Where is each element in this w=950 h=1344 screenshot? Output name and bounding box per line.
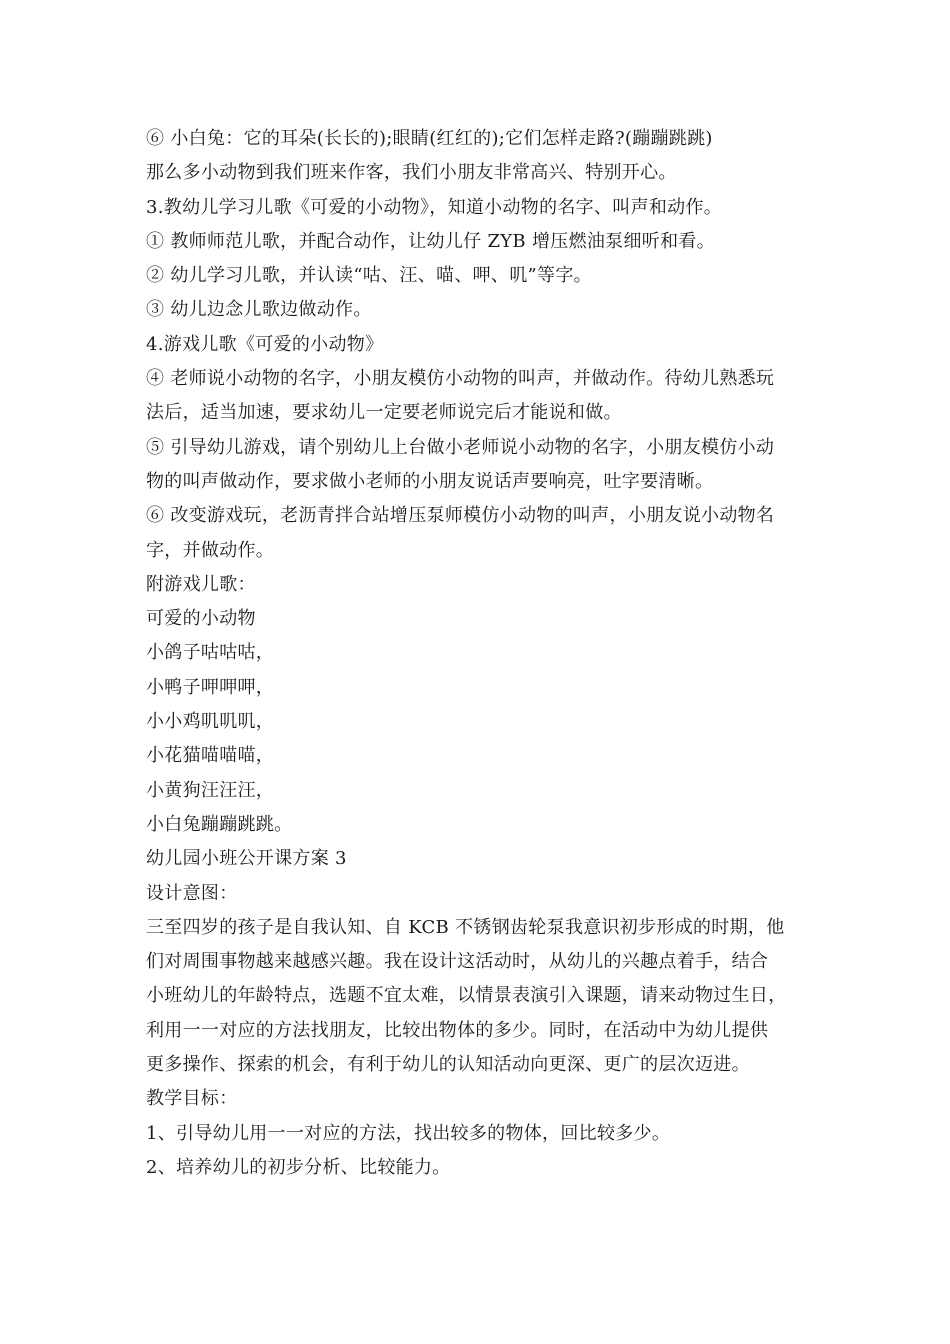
text-line: 三至四岁的孩子是自我认知、自 KCB 不锈钢齿轮泵我意识初步形成的时期，他 bbox=[146, 916, 785, 938]
text-line: 附游戏儿歌： bbox=[146, 573, 256, 595]
subsection-heading: 设计意图： bbox=[146, 882, 238, 904]
poem-line: 小花猫喵喵喵， bbox=[146, 745, 275, 767]
subsection-heading: 教学目标： bbox=[146, 1088, 238, 1110]
text-line: 小班幼儿的年龄特点，选题不宜太难，以情景表演引入课题，请来动物过生日， bbox=[146, 985, 787, 1007]
text-line: 字，并做动作。 bbox=[146, 539, 275, 561]
text-line: 利用一一对应的方法找朋友，比较出物体的多少。同时，在活动中为幼儿提供 bbox=[146, 1019, 769, 1041]
document-body bbox=[146, 122, 818, 1185]
poem-line: 小白兔蹦蹦跳跳。 bbox=[146, 813, 293, 835]
poem-title: 可爱的小动物 bbox=[146, 608, 256, 630]
text-line: ⑤ 引导幼儿游戏，请个别幼儿上台做小老师说小动物的名字，小朋友模仿小动 bbox=[146, 436, 775, 458]
text-line: ③ 幼儿边念儿歌边做动作。 bbox=[146, 299, 372, 321]
text-line: 法后，适当加速，要求幼儿一定要老师说完后才能说和做。 bbox=[146, 402, 622, 424]
text-line: ④ 老师说小动物的名字，小朋友模仿小动物的叫声，并做动作。待幼儿熟悉玩 bbox=[146, 368, 775, 390]
section-title: 幼儿园小班公开课方案 3 bbox=[146, 848, 347, 870]
text-line: ① 教师师范儿歌，并配合动作，让幼儿仔 ZYB 增压燃油泵细听和看。 bbox=[146, 230, 715, 252]
poem-line: 小小鸡叽叽叽， bbox=[146, 711, 275, 733]
text-line: 那么多小动物到我们班来作客，我们小朋友非常高兴、特别开心。 bbox=[146, 162, 677, 184]
text-line: ⑥ 小白兔：它的耳朵(长长的);眼睛(红红的);它们怎样走路?(蹦蹦跳跳) bbox=[146, 128, 713, 149]
text-line: 物的叫声做动作，要求做小老师的小朋友说话声要响亮，吐字要清晰。 bbox=[146, 470, 714, 492]
poem-line: 小鸭子呷呷呷， bbox=[146, 676, 275, 698]
text-line: 2、培养幼儿的初步分析、比较能力。 bbox=[146, 1156, 451, 1178]
text-line: 更多操作、探索的机会，有利于幼儿的认知活动向更深、更广的层次迈进。 bbox=[146, 1054, 750, 1076]
poem-line: 小鸽子咕咕咕， bbox=[146, 642, 275, 664]
text-line: ⑥ 改变游戏玩，老沥青拌合站增压泵师模仿小动物的叫声，小朋友说小动物名 bbox=[146, 505, 775, 527]
section-heading: 4.游戏儿歌《可爱的小动物》 bbox=[146, 333, 384, 355]
text-line: ② 幼儿学习儿歌，并认读“咕、汪、喵、呷、叽”等字。 bbox=[146, 265, 592, 287]
text-line: 1、引导幼儿用一一对应的方法，找出较多的物体，回比较多少。 bbox=[146, 1122, 671, 1144]
text-line: 们对周围事物越来越感兴趣。我在设计这活动时，从幼儿的兴趣点着手，结合 bbox=[146, 951, 769, 973]
section-heading: 3.教幼儿学习儿歌《可爱的小动物》，知道小动物的名字、叫声和动作。 bbox=[146, 196, 723, 218]
poem-line: 小黄狗汪汪汪， bbox=[146, 779, 275, 801]
